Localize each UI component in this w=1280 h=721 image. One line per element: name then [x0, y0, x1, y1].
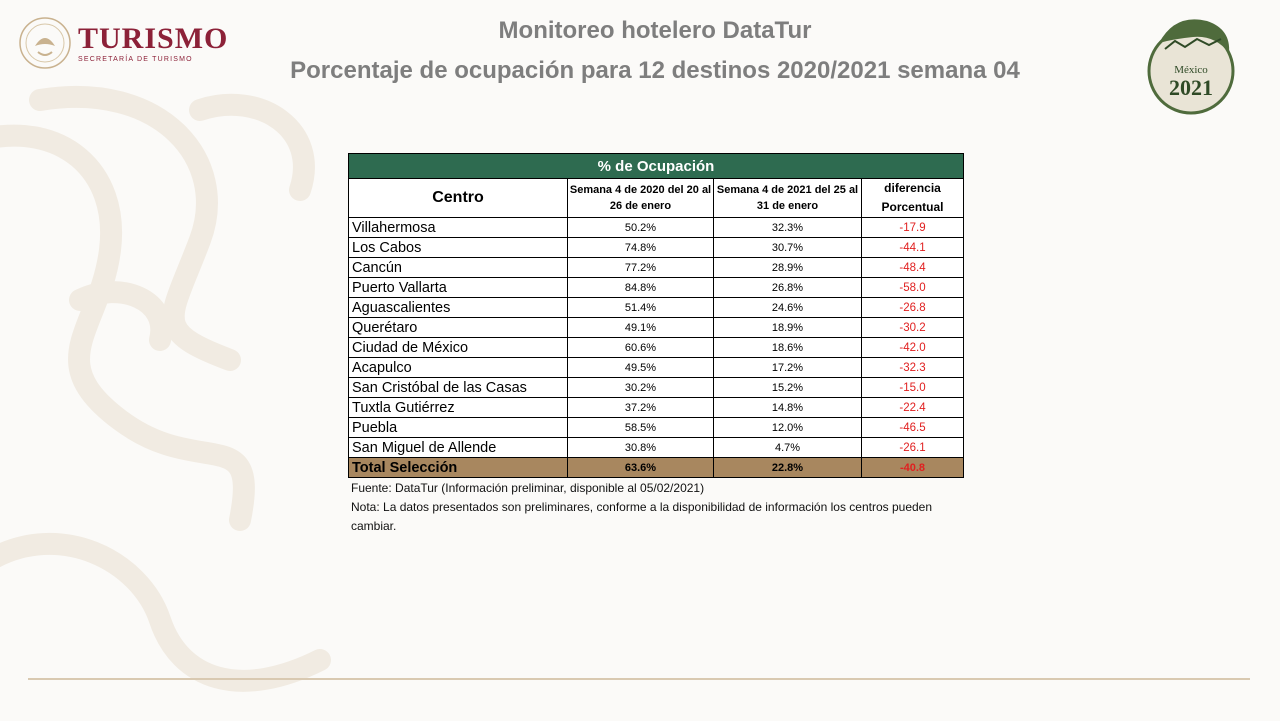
total-row: [349, 458, 964, 478]
table-row: [349, 278, 964, 298]
cell-2020: 77.2%: [568, 258, 714, 278]
cell-centro: San Miguel de Allende: [349, 438, 568, 458]
total-label: Total Selección: [349, 458, 568, 478]
cell-centro: Puerto Vallarta: [349, 278, 568, 298]
cell-difference: -30.2: [862, 318, 964, 338]
cell-2021: 17.2%: [714, 358, 862, 378]
cell-2020: 49.1%: [568, 318, 714, 338]
cell-2020: 60.6%: [568, 338, 714, 358]
cell-2021: 15.2%: [714, 378, 862, 398]
cell-centro: Puebla: [349, 418, 568, 438]
table-row: [349, 338, 964, 358]
occupancy-table: [348, 153, 963, 478]
cell-difference: -26.1: [862, 438, 964, 458]
table-row: [349, 258, 964, 278]
brand-name: TURISMO: [78, 21, 229, 55]
cell-2020: 37.2%: [568, 398, 714, 418]
column-header-2020: Semana 4 de 2020 del 20 al 26 de enero: [568, 179, 714, 218]
cell-difference: -32.3: [862, 358, 964, 378]
cell-2021: 26.8%: [714, 278, 862, 298]
table-row: [349, 218, 964, 238]
table-row: [349, 418, 964, 438]
table-row: [349, 398, 964, 418]
cell-difference: -26.8: [862, 298, 964, 318]
total-2021: 22.8%: [714, 458, 862, 478]
cell-2021: 28.9%: [714, 258, 862, 278]
cell-2021: 32.3%: [714, 218, 862, 238]
cell-2021: 18.6%: [714, 338, 862, 358]
disclaimer-note: Nota: La datos presentados son preliminares, conforme a la disponibilidad de información los centros pueden cambiar.: [351, 500, 933, 533]
cell-centro: Tuxtla Gutiérrez: [349, 398, 568, 418]
table-row: [349, 298, 964, 318]
cell-2020: 30.8%: [568, 438, 714, 458]
cell-2020: 74.8%: [568, 238, 714, 258]
cell-difference: -42.0: [862, 338, 964, 358]
cell-difference: -15.0: [862, 378, 964, 398]
cell-centro: San Cristóbal de las Casas: [349, 378, 568, 398]
cell-2021: 30.7%: [714, 238, 862, 258]
table-row: [349, 238, 964, 258]
svg-text:2021: 2021: [1169, 75, 1213, 100]
cell-difference: -17.9: [862, 218, 964, 238]
cell-2021: 24.6%: [714, 298, 862, 318]
cell-centro: Ciudad de México: [349, 338, 568, 358]
cell-2021: 18.9%: [714, 318, 862, 338]
column-header-difference: diferencia Porcentual: [862, 179, 964, 218]
notes: [351, 479, 951, 536]
page-subtitle: Porcentaje de ocupación para 12 destinos 2020/2021 semana 04: [290, 57, 1020, 84]
cell-2020: 58.5%: [568, 418, 714, 438]
cell-difference: -44.1: [862, 238, 964, 258]
cell-2021: 4.7%: [714, 438, 862, 458]
cell-2020: 30.2%: [568, 378, 714, 398]
cell-centro: Villahermosa: [349, 218, 568, 238]
cell-difference: -58.0: [862, 278, 964, 298]
cell-difference: -22.4: [862, 398, 964, 418]
cell-centro: Los Cabos: [349, 238, 568, 258]
mexico-2021-badge: [1145, 13, 1237, 117]
table-row: [349, 378, 964, 398]
brand-subtitle: SECRETARÍA DE TURISMO: [78, 55, 193, 63]
column-header-centro: Centro: [349, 179, 568, 218]
cell-2020: 84.8%: [568, 278, 714, 298]
cell-2021: 14.8%: [714, 398, 862, 418]
cell-2021: 12.0%: [714, 418, 862, 438]
cell-difference: -46.5: [862, 418, 964, 438]
table-title: % de Ocupación: [349, 154, 964, 179]
column-header-2021: Semana 4 de 2021 del 25 al 31 de enero: [714, 179, 862, 218]
footer-divider: [28, 678, 1250, 680]
cell-centro: Querétaro: [349, 318, 568, 338]
cell-2020: 49.5%: [568, 358, 714, 378]
source-note: Fuente: DataTur (Información preliminar, disponible al 05/02/2021): [351, 481, 705, 495]
total-difference: -40.8: [862, 458, 964, 478]
table-row: [349, 318, 964, 338]
page-title: Monitoreo hotelero DataTur: [498, 17, 812, 44]
cell-centro: Aguascalientes: [349, 298, 568, 318]
cell-centro: Acapulco: [349, 358, 568, 378]
cell-difference: -48.4: [862, 258, 964, 278]
table-row: [349, 358, 964, 378]
table-row: [349, 438, 964, 458]
cell-2020: 51.4%: [568, 298, 714, 318]
svg-text:México: México: [1174, 64, 1208, 76]
cell-2020: 50.2%: [568, 218, 714, 238]
cell-centro: Cancún: [349, 258, 568, 278]
total-2020: 63.6%: [568, 458, 714, 478]
